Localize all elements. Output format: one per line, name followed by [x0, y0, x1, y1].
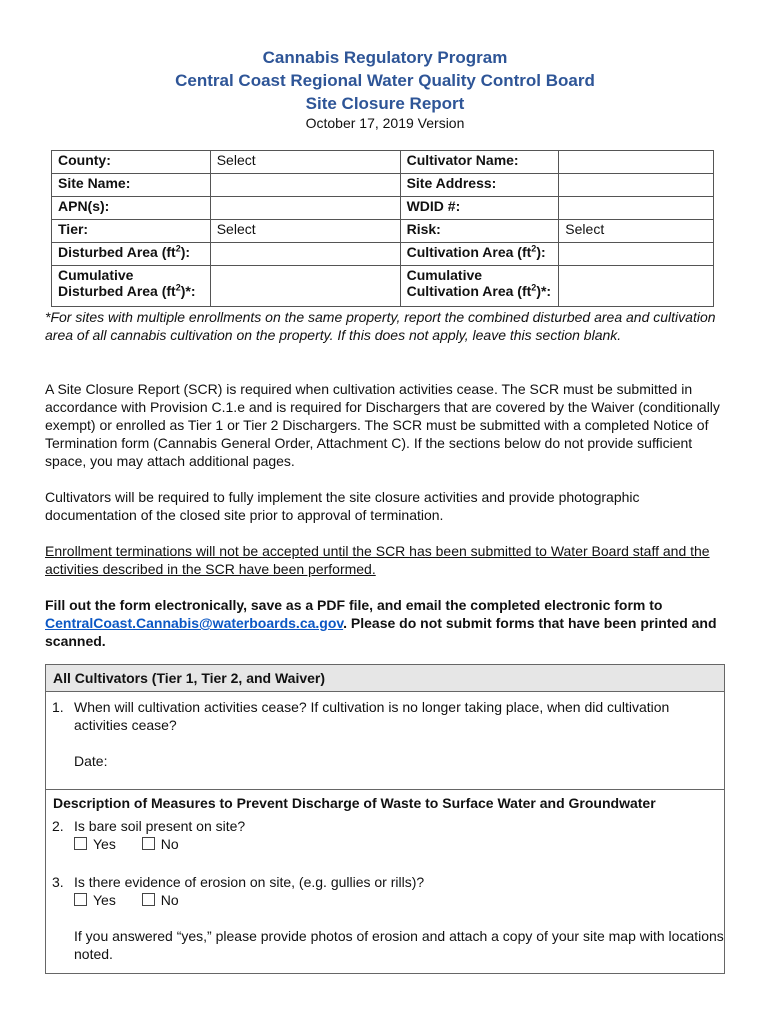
apn-field[interactable]	[210, 197, 400, 220]
submission-instructions: Fill out the form electronically, save as a PDF file, and email the completed electronic form to CentralCoast.Cannabis@waterboards.ca.gov. Please do not submit forms that have been printed and scanned.	[45, 597, 717, 649]
wdid-field[interactable]	[559, 197, 714, 220]
site-info-table	[51, 150, 714, 307]
risk-label: Risk:	[400, 220, 559, 243]
scr-requirement-paragraph: A Site Closure Report (SCR) is required when cultivation activities cease. The SCR must be submitted in accordance with Provision C.1.e and is required for Dischargers that are covered by the Waiver (conditionally exempt) or enrolled as Tier 1 or Tier 2 Dischargers. The SCR must be submitted with a completed Notice of Termination form (Cannabis General Order, Attachment C). If the sections below do not provide sufficient space, you may attach additional pages.	[45, 381, 720, 469]
site-address-label: Site Address:	[400, 174, 559, 197]
checkbox-icon	[74, 837, 87, 850]
tier-select[interactable]: Select	[210, 220, 400, 243]
program-title: Cannabis Regulatory Program	[262, 48, 508, 67]
cultivation-area-field[interactable]	[559, 243, 714, 266]
board-title: Central Coast Regional Water Quality Control Board	[175, 71, 595, 90]
termination-notice-paragraph: Enrollment terminations will not be accepted until the SCR has been submitted to Water Board staff and the activities described in the SCR have been performed.	[45, 543, 710, 577]
site-name-field[interactable]	[210, 174, 400, 197]
cultivator-name-label: Cultivator Name:	[400, 151, 559, 174]
q2-no-checkbox[interactable]: No	[142, 835, 179, 853]
cumulative-disturbed-area-field[interactable]	[210, 266, 400, 307]
report-title: Site Closure Report	[305, 94, 465, 113]
question-3: 3. Is there evidence of erosion on site, (e.g. gullies or rills)?	[52, 874, 425, 890]
checkbox-icon	[142, 837, 155, 850]
tier-label: Tier:	[52, 220, 211, 243]
question-1: 1. When will cultivation activities cease? If cultivation is no longer taking place, when did cultivation activities cease?	[52, 699, 670, 733]
question-2: 2. Is bare soil present on site?	[52, 818, 246, 834]
county-select[interactable]: Select	[210, 151, 400, 174]
county-label: County:	[52, 151, 211, 174]
wdid-label: WDID #:	[400, 197, 559, 220]
cumulative-cultivation-area-label: Cumulative Cultivation Area $(ft^2)*$:	[400, 266, 559, 307]
question-2-options	[46, 835, 724, 853]
disturbed-area-field[interactable]	[210, 243, 400, 266]
checkbox-icon	[74, 893, 87, 906]
discharge-measures-section	[45, 789, 725, 974]
cultivation-area-label: Cultivation Area $(ft^2)$:	[400, 243, 559, 266]
site-name-label: Site Name:	[52, 174, 211, 197]
photo-documentation-paragraph: Cultivators will be required to fully implement the site closure activities and provide photographic documentation of the closed site prior to approval of termination.	[45, 489, 640, 523]
erosion-followup-text: If you answered “yes,” please provide photos of erosion and attach a copy of your site map with locations noted.	[74, 928, 724, 962]
disturbed-area-label: Disturbed Area $(ft^2)$:	[52, 243, 211, 266]
risk-select[interactable]: Select	[559, 220, 714, 243]
cultivator-name-field[interactable]	[559, 151, 714, 174]
version-date: October 17, 2019 Version	[305, 115, 465, 131]
q3-no-checkbox[interactable]: No	[142, 891, 179, 909]
q3-yes-checkbox[interactable]: Yes	[74, 891, 116, 909]
cumulative-cultivation-area-field[interactable]	[559, 266, 714, 307]
discharge-measures-heading: Description of Measures to Prevent Discharge of Waste to Surface Water and Groundwater	[53, 795, 656, 811]
date-field[interactable]: Date:	[74, 753, 108, 769]
apn-label: APN(s):	[52, 197, 211, 220]
cumulative-disturbed-area-label: Cumulative Disturbed Area $(ft^2)*$:	[52, 266, 211, 307]
q2-yes-checkbox[interactable]: Yes	[74, 835, 116, 853]
all-cultivators-section	[45, 664, 725, 790]
multiple-enrollment-note: *For sites with multiple enrollments on the same property, report the combined disturbed area and cultivation area of all cannabis cultivation on the property. If this does not apply, leave this section blank.	[45, 309, 716, 343]
checkbox-icon	[142, 893, 155, 906]
site-address-field[interactable]	[559, 174, 714, 197]
question-3-options	[46, 891, 724, 909]
email-link[interactable]: CentralCoast.Cannabis@waterboards.ca.gov	[45, 615, 344, 631]
all-cultivators-heading: All Cultivators (Tier 1, Tier 2, and Waiver)	[46, 665, 724, 692]
